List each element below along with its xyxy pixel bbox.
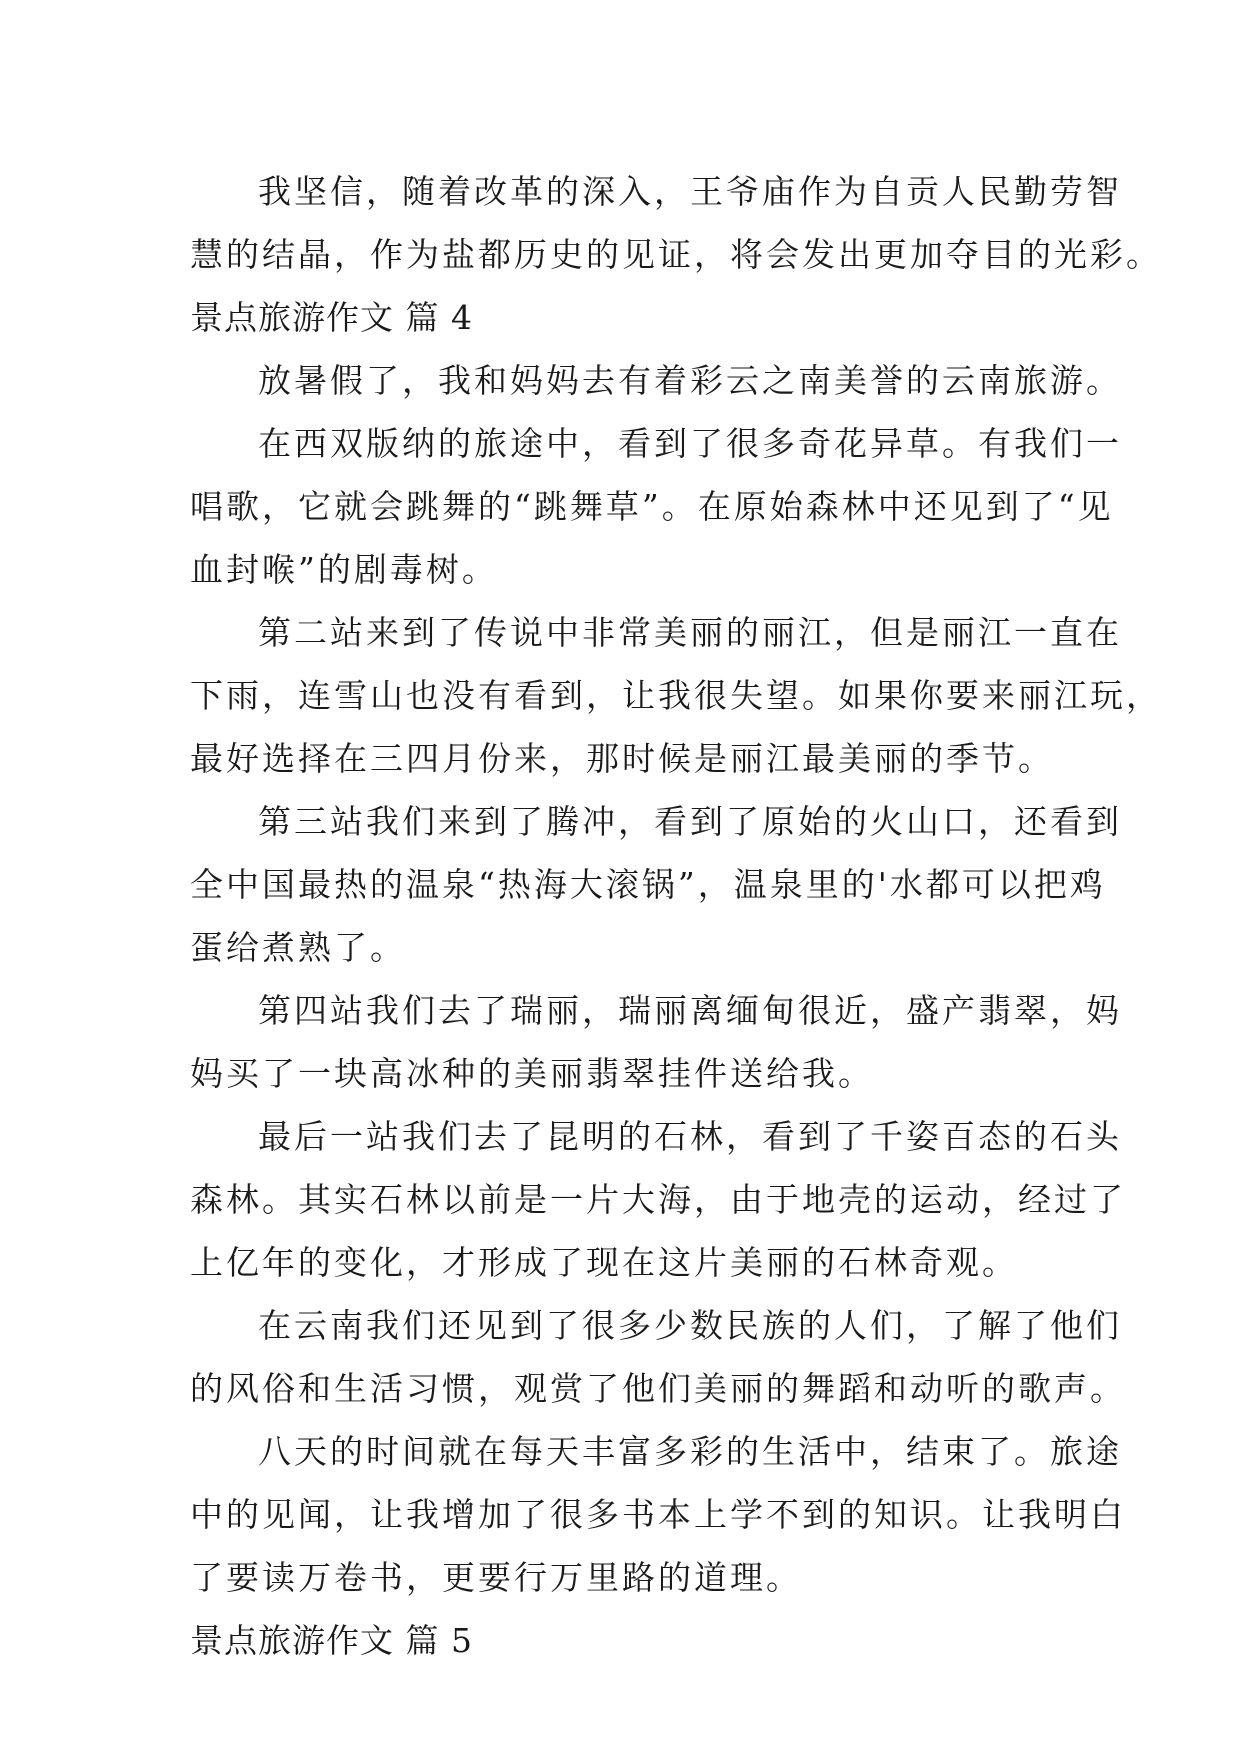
paragraph-8-line-3: 了要读万卷书，更要行万里路的道理。 [190,1558,802,1597]
paragraph-3-line-2: 下雨，连雪山也没有看到，让我很失望。如果你要来丽江玩， [190,676,1162,715]
paragraph-1-line-1: 放暑假了，我和妈妈去有着彩云之南美誉的云南旅游。 [258,361,1122,400]
paragraph-7-line-2: 的风俗和生活习惯，观赏了他们美丽的舞蹈和动听的歌声。 [190,1369,1126,1408]
paragraph-5-line-2: 妈买了一块高冰种的美丽翡翠挂件送给我。 [190,1054,874,1093]
paragraph-3-line-1: 第二站来到了传说中非常美丽的丽江，但是丽江一直在 [258,613,1122,652]
paragraph-8-line-2: 中的见闻，让我增加了很多书本上学不到的知识。让我明白 [190,1495,1126,1534]
paragraph-6-line-2: 森林。其实石林以前是一片大海，由于地壳的运动，经过了 [190,1180,1126,1219]
paragraph-2-line-1: 在西双版纳的旅途中，看到了很多奇花异草。有我们一 [258,424,1122,463]
section-5-title: 景点旅游作文 篇 5 [190,1621,473,1660]
paragraph-7-line-1: 在云南我们还见到了很多少数民族的人们，了解了他们 [258,1306,1122,1345]
intro-line-1: 我坚信，随着改革的深入，王爷庙作为自贡人民勤劳智 [258,172,1122,211]
paragraph-6-line-1: 最后一站我们去了昆明的石林，看到了千姿百态的石头 [258,1117,1122,1156]
intro-line-2: 慧的结晶，作为盐都历史的见证，将会发出更加夺目的光彩。 [190,235,1162,274]
section-4-title: 景点旅游作文 篇 4 [190,298,473,337]
paragraph-3-line-3: 最好选择在三四月份来，那时候是丽江最美丽的季节。 [190,739,1054,778]
paragraph-2-line-3: 血封喉”的剧毒树。 [190,550,498,589]
document-body [190,160,1162,1672]
paragraph-5-line-1: 第四站我们去了瑞丽，瑞丽离缅甸很近，盛产翡翠，妈 [258,991,1122,1030]
paragraph-6-line-3: 上亿年的变化，才形成了现在这片美丽的石林奇观。 [190,1243,1018,1282]
paragraph-4-line-1: 第三站我们来到了腾冲，看到了原始的火山口，还看到 [258,802,1122,841]
paragraph-4-line-3: 蛋给煮熟了。 [190,928,406,967]
paragraph-4-line-2: 全中国最热的温泉“热海大滚锅”，温泉里的'水都可以把鸡 [190,865,1106,904]
paragraph-2-line-2: 唱歌，它就会跳舞的“跳舞草”。在原始森林中还见到了“见 [190,487,1114,526]
paragraph-8-line-1: 八天的时间就在每天丰富多彩的生活中，结束了。旅途 [258,1432,1122,1471]
